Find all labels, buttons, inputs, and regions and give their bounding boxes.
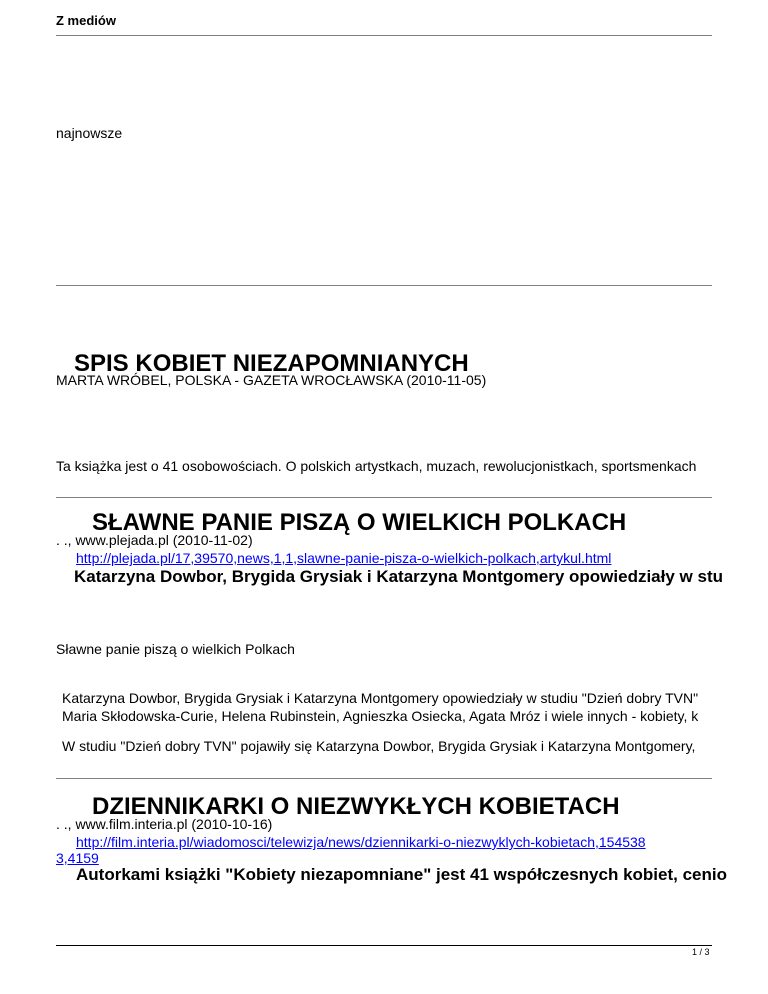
article-link[interactable]: http://plejada.pl/17,39570,news,1,1,slawne-panie-pisza-o-wielkich-polkach,artykul.html (76, 550, 612, 566)
article-heading: SPIS KOBIET NIEZAPOMNIANYCH (74, 350, 469, 377)
article-divider (56, 497, 712, 498)
footer-divider (56, 945, 712, 946)
article-heading: SŁAWNE PANIE PISZĄ O WIELKICH POLKACH (92, 509, 627, 536)
article-link-continued[interactable]: 3,4159 (56, 850, 99, 866)
article-paragraph: Katarzyna Dowbor, Brygida Grysiak i Katarzyna Montgomery opowiedziały w studiu "Dzień dobry TVN" (62, 690, 699, 706)
intro-text: najnowsze (56, 125, 123, 141)
header-title: Z mediów (56, 13, 116, 28)
article-source: . ., www.film.interia.pl (2010-10-16) (56, 816, 273, 832)
article-source: MARTA WRÓBEL, POLSKA - GAZETA WROCŁAWSKA (2010-11-05) (56, 372, 487, 388)
article-lead: Katarzyna Dowbor, Brygida Grysiak i Katarzyna Montgomery opowiedziały w stu (74, 567, 723, 586)
article-lead: Autorkami książki "Kobiety niezapomniane" jest 41 współczesnych kobiet, cenio (76, 865, 727, 884)
article-heading: DZIENNIKARKI O NIEZWYKŁYCH KOBIETACH (92, 793, 620, 820)
article-source: . ., www.plejada.pl (2010-11-02) (56, 532, 253, 548)
article-paragraph: Maria Skłodowska-Curie, Helena Rubinstein, Agnieszka Osiecka, Agata Mróz i wiele innych - kobiety, k (62, 708, 699, 724)
header-divider (56, 35, 712, 36)
article-link[interactable]: http://film.interia.pl/wiadomosci/telewizja/news/dziennikarki-o-niezwyklych-kobietach,154538 (76, 834, 646, 850)
article-body: Ta książka jest o 41 osobowościach. O polskich artystkach, muzach, rewolucjonistkach, sportsmenkach (56, 458, 697, 474)
page-number: 1 / 3 (692, 947, 710, 957)
article-paragraph: Sławne panie piszą o wielkich Polkach (56, 641, 295, 657)
article-divider (56, 778, 712, 779)
article-paragraph: W studiu "Dzień dobry TVN" pojawiły się Katarzyna Dowbor, Brygida Grysiak i Katarzyna Montgomery, (62, 738, 696, 754)
section-divider (56, 285, 712, 286)
